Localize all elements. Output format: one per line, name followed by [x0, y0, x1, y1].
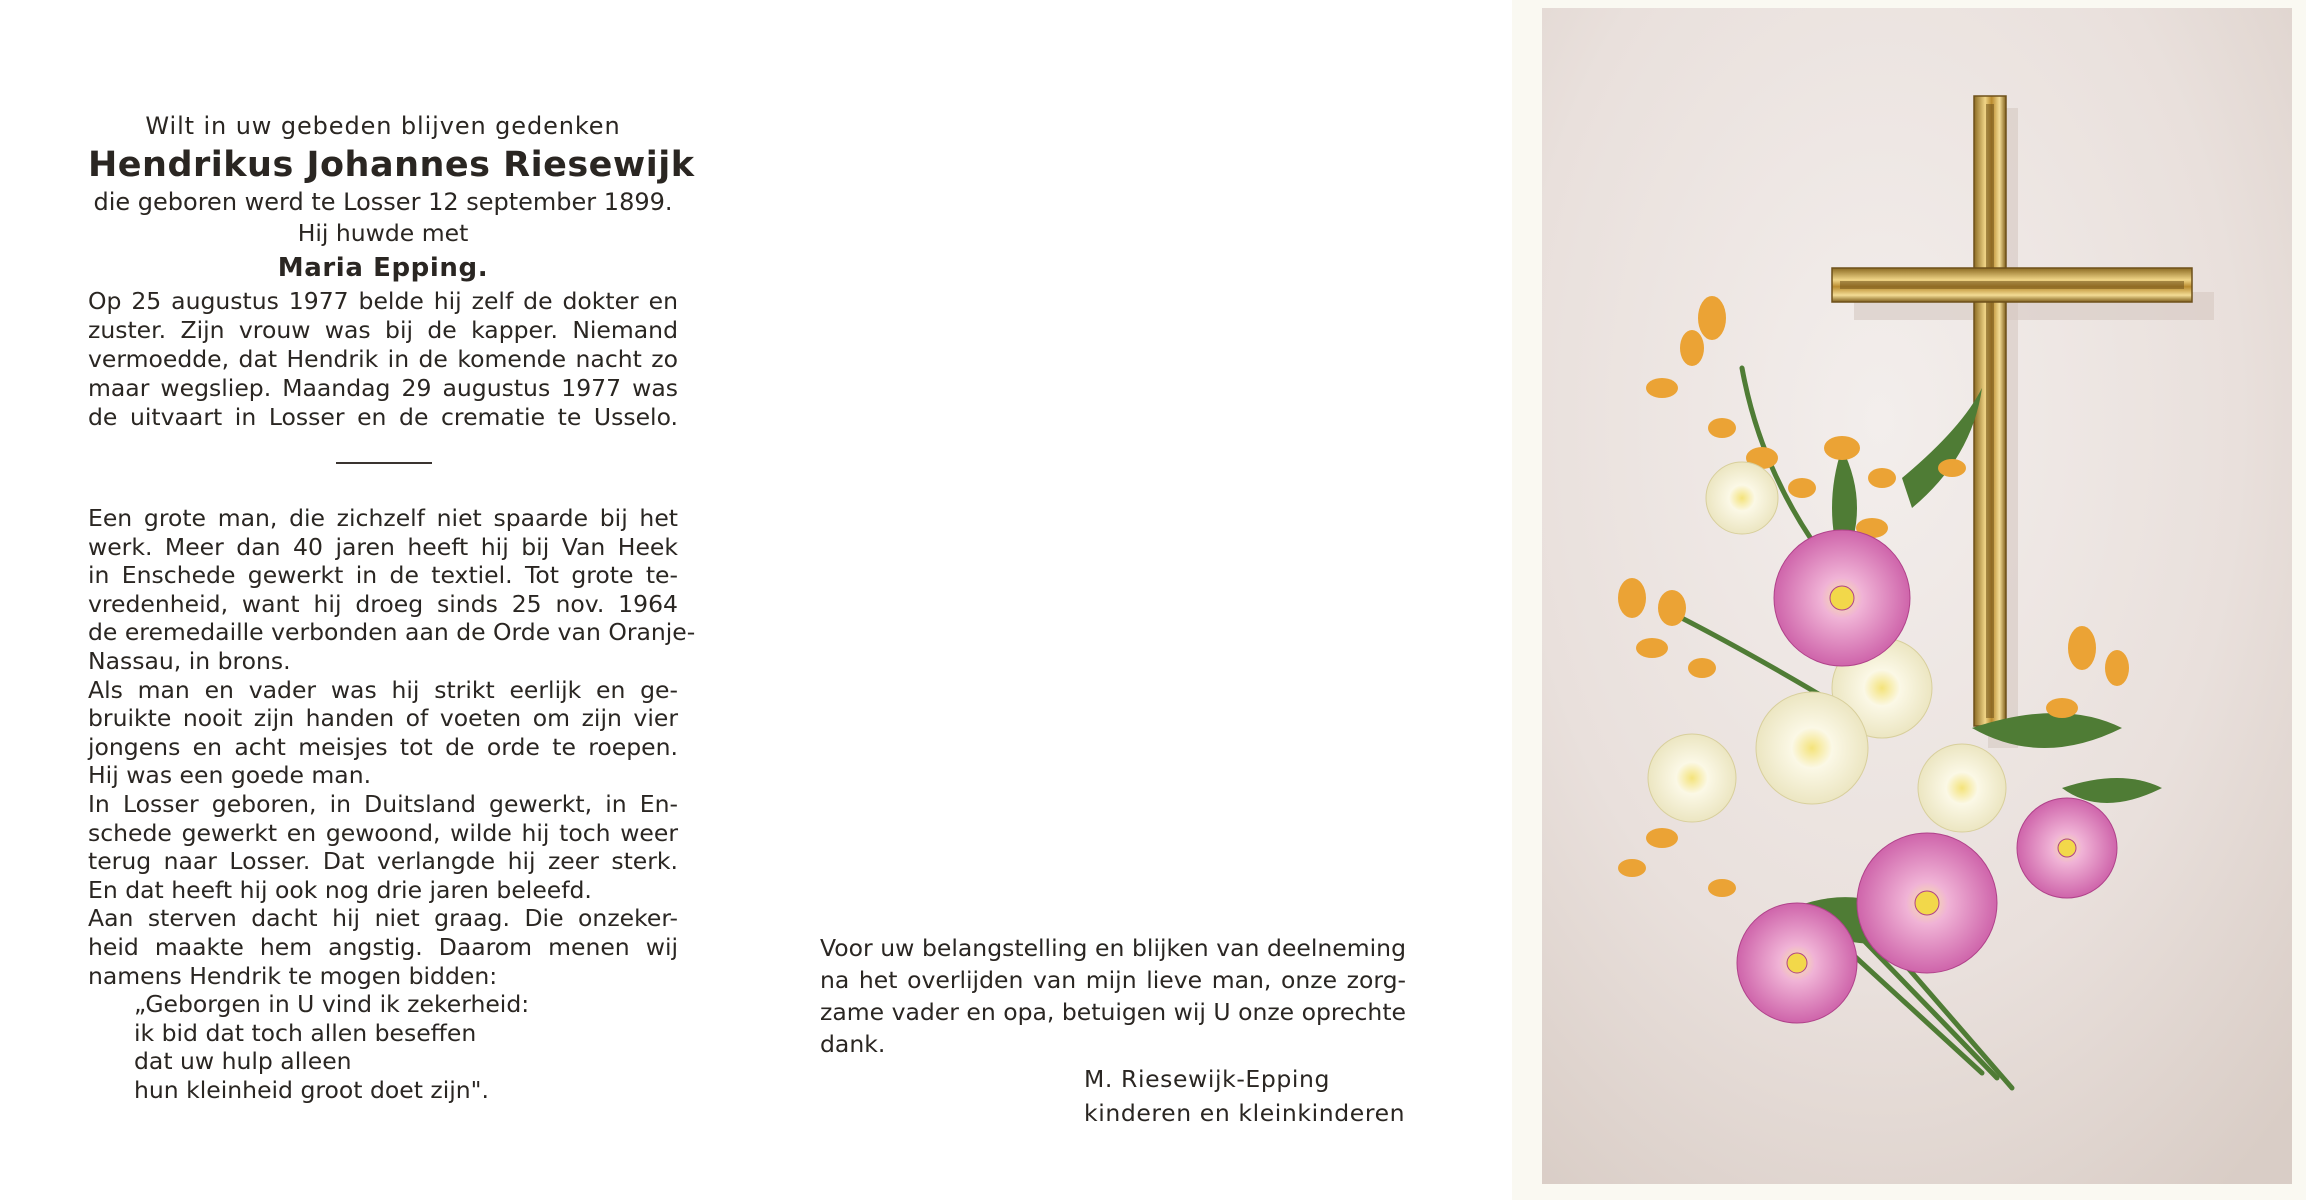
photo-frame	[1512, 0, 2306, 1200]
paragraph-line: namens Hendrik te mogen bidden:	[88, 961, 498, 990]
deceased-name: Hendrikus Johannes Riesewijk	[88, 145, 695, 185]
paragraph-line: In Losser geboren, in Duitsland gewerkt, in En-	[88, 789, 678, 818]
thanks-line: Voor uw belangstelling en blijken van deelneming	[820, 934, 1406, 962]
signature-name: M. Riesewijk-Epping	[1084, 1065, 1331, 1093]
memorial-text-panel	[88, 112, 696, 1104]
prayer-line: ik bid dat toch allen beseffen	[134, 1018, 477, 1047]
thanks-panel	[820, 932, 1406, 1060]
life-paragraph	[88, 504, 696, 1104]
paragraph-line: Een grote man, die zichzelf niet spaarde bij het	[88, 504, 678, 532]
paragraph-line: Aan sterven dacht hij niet graag. Die onzeker-	[88, 904, 678, 933]
paragraph-line: vredenheid, want hij droeg sinds 25 nov. 1964	[88, 589, 678, 618]
signature-block	[1084, 1062, 1405, 1130]
paragraph-line: in Enschede gewerkt in de textiel. Tot grote te-	[88, 561, 678, 590]
paragraph-line: Op 25 augustus 1977 belde hij zelf de dokter en	[88, 287, 678, 315]
paragraph-line: Hij was een goede man.	[88, 761, 372, 790]
paragraph-line: vermoedde, dat Hendrik in de komende nacht zo	[88, 345, 678, 373]
spouse-name: Maria Epping.	[277, 253, 489, 283]
paragraph-line: Als man en vader was hij strikt eerlijk en ge-	[88, 675, 678, 704]
death-paragraph	[88, 287, 678, 432]
paragraph-line: jongens en acht meisjes tot de orde te roepen.	[88, 732, 678, 761]
paragraph-line: maar wegsliep. Maandag 29 augustus 1977 was	[88, 374, 678, 402]
married-line: Hij huwde met	[297, 219, 469, 247]
paragraph-line: de uitvaart in Losser en de crematie te Usselo.	[88, 403, 678, 431]
cross-with-flowers-icon	[1542, 8, 2292, 1184]
intro-line: Wilt in uw gebeden blijven gedenken	[145, 112, 621, 140]
prayer-line: dat uw hulp alleen	[134, 1047, 352, 1076]
thanks-line: na het overlijden van mijn lieve man, onze zorg-	[820, 966, 1406, 994]
paragraph-line: heid maakte hem angstig. Daarom menen wij	[88, 932, 678, 961]
paragraph-line: En dat heeft hij ook nog drie jaren beleefd.	[88, 875, 592, 904]
paragraph-line: terug naar Losser. Dat verlangde hij zeer sterk.	[88, 847, 678, 876]
prayer-line: hun kleinheid groot doet zijn".	[134, 1075, 489, 1104]
signature-family: kinderen en kleinkinderen	[1084, 1099, 1406, 1127]
paragraph-line: schede gewerkt en gewoond, wilde hij toch weer	[88, 818, 678, 847]
birth-line: die geboren werd te Losser 12 september 1899.	[93, 188, 673, 216]
paragraph-line: werk. Meer dan 40 jaren heeft hij bij Van Heek	[88, 532, 678, 561]
paragraph-line: de eremedaille verbonden aan de Orde van Oranje-	[88, 618, 696, 647]
thanks-line: dank.	[820, 1030, 886, 1058]
paragraph-line: zuster. Zijn vrouw was bij de kapper. Niemand	[88, 316, 678, 344]
prayer-line: „Geborgen in U vind ik zekerheid:	[134, 990, 530, 1019]
paragraph-line: Nassau, in brons.	[88, 646, 291, 675]
divider	[336, 462, 432, 464]
thanks-line: zame vader en opa, betuigen wij U onze oprechte	[820, 998, 1406, 1026]
paragraph-line: bruikte nooit zijn handen of voeten om zijn vier	[88, 704, 678, 733]
